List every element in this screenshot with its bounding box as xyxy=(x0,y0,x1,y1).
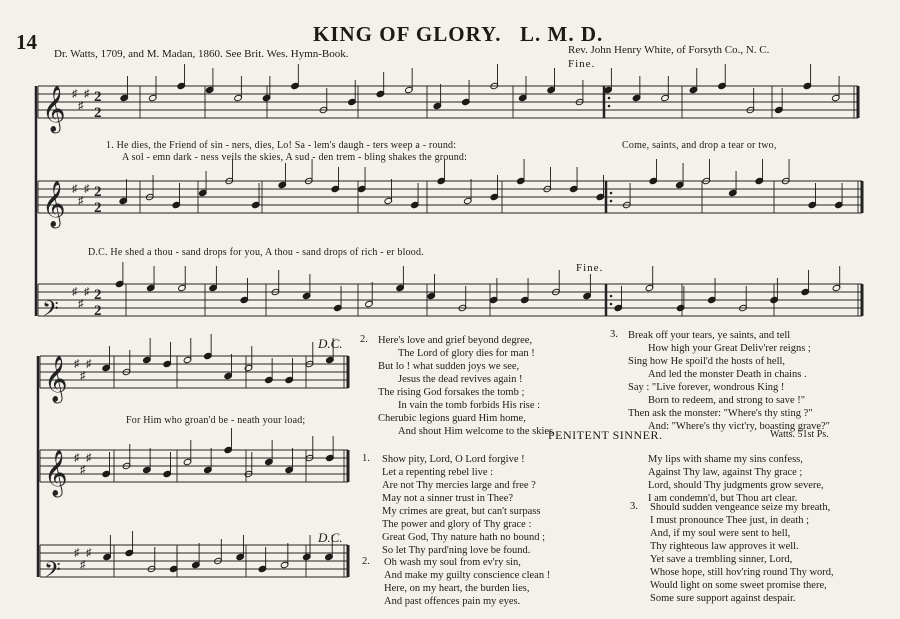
sharp-icon: ♯ xyxy=(72,183,78,195)
sharp-icon: ♯ xyxy=(86,358,92,370)
verse-line: Against Thy law, against Thy grace ; xyxy=(648,467,803,478)
dc-label-1: D.C. xyxy=(318,336,343,351)
king-verse-2 xyxy=(378,334,553,438)
verse-line: The rising God forsakes the tomb ; xyxy=(378,387,525,398)
verse-line: And, if my soul were sent to hell, xyxy=(650,528,791,539)
sharp-icon: ♯ xyxy=(84,88,90,100)
verse-line: And: "Where's thy vict'ry, boasting grave?" xyxy=(648,421,830,432)
staff xyxy=(38,284,862,316)
words-credit: Dr. Watts, 1709, and M. Madan, 1860. See Brit. Wes. Hymn-Book. xyxy=(54,48,349,60)
verse-line: Here's love and grief beyond degree, xyxy=(378,335,533,346)
verse-line: In vain the tomb forbids His rise : xyxy=(398,400,541,411)
king-verse-3-number: 3. xyxy=(610,329,618,340)
treble-clef-icon: 𝄞 xyxy=(44,356,68,402)
treble-clef-icon: 𝄞 xyxy=(44,450,68,496)
sharp-icon: ♯ xyxy=(84,286,90,298)
verse-line: Yet save a trembling sinner, Lord, xyxy=(650,554,793,565)
lyric-line-3: For Him who groan'd be - neath your load; xyxy=(126,415,306,426)
verse-line: My lips with shame my sins confess, xyxy=(648,454,803,465)
staff xyxy=(38,181,862,213)
bass-clef-icon: 𝄢 xyxy=(42,297,59,327)
king-verse-2-number: 2. xyxy=(360,334,368,345)
sharp-icon: ♯ xyxy=(72,88,78,100)
verse-line: How high your Great Deliv'rer reigns ; xyxy=(648,343,811,354)
hymn-title: KING OF GLORY. xyxy=(313,22,502,46)
verse-line: I must pronounce Thee just, in death ; xyxy=(650,515,810,526)
sharp-icon: ♯ xyxy=(78,195,84,207)
lyric-line-1: 1. He dies, the Friend of sin - ners, dies, Lo! Sa - lem's daugh - ters weep a - round: xyxy=(106,140,457,151)
verse-line: Are not Thy mercies large and free ? xyxy=(382,480,536,491)
verse-line: Then ask the monster: "Where's thy sting ?" xyxy=(628,408,813,419)
verse-line: Sing how He spoil'd the hosts of hell, xyxy=(628,356,786,367)
verse-line: The Lord of glory dies for man ! xyxy=(398,348,535,359)
lyric-line-2: A sol - emn dark - ness veils the skies, A sud - den trem - bling shakes the ground: xyxy=(122,152,468,163)
sharp-icon: ♯ xyxy=(80,559,86,571)
verse-line: Here, on my heart, the burden lies, xyxy=(384,583,530,594)
verse-line: Cherubic legions guard Him home, xyxy=(378,413,526,424)
verse-line: And make my guilty conscience clean ! xyxy=(384,570,551,581)
sharp-icon: ♯ xyxy=(74,547,80,559)
lyric-line-dc: D.C. He shed a thou - sand drops for you, A thou - sand drops of rich - er blood. xyxy=(88,247,424,258)
verse-line: Let a repenting rebel live : xyxy=(382,467,494,478)
svg-text:2: 2 xyxy=(94,89,102,105)
verse-line: And past offences pain my eyes. xyxy=(384,596,521,607)
verse-line: My crimes are great, but can't surpass xyxy=(382,506,541,517)
verse-line: And led the monster Death in chains . xyxy=(648,369,807,380)
verse-line: Born to redeem, and strong to save !" xyxy=(648,395,806,406)
penitent-verse-1-number: 1. xyxy=(362,453,370,464)
treble-clef-icon: 𝄞 xyxy=(42,181,66,227)
hymn-meter: L. M. D. xyxy=(520,22,604,46)
svg-text:2: 2 xyxy=(94,200,102,216)
sharp-icon: ♯ xyxy=(72,286,78,298)
bass-clef-icon: 𝄢 xyxy=(44,558,61,588)
verse-line: The power and glory of Thy grace : xyxy=(382,519,532,530)
staff xyxy=(38,86,858,118)
verse-line: May not a sinner trust in Thee? xyxy=(382,493,514,504)
verse-line: So let Thy pard'ning love be found. xyxy=(382,545,531,556)
sharp-icon: ♯ xyxy=(80,464,86,476)
verse-line: Whose hope, still hov'ring round Thy word, xyxy=(650,567,834,578)
sharp-icon: ♯ xyxy=(74,452,80,464)
verse-line: Say : "Live forever, wondrous King ! xyxy=(628,382,785,393)
sharp-icon: ♯ xyxy=(86,547,92,559)
sharp-icon: ♯ xyxy=(78,100,84,112)
svg-text:2: 2 xyxy=(94,303,102,319)
penitent-verse-2-number: 2. xyxy=(362,556,370,567)
verse-line: And shout Him welcome to the skies xyxy=(398,426,554,437)
verse-line: Thy righteous law approves it well. xyxy=(650,541,799,552)
sharp-icon: ♯ xyxy=(78,298,84,310)
verse-line: Jesus the dead revives again ! xyxy=(398,374,523,385)
svg-text:2: 2 xyxy=(94,287,102,303)
penitent-credit: Watts. 51st Ps. xyxy=(770,429,829,440)
verse-line: Would light on some sweet promise there, xyxy=(650,580,827,591)
verse-line: Great God, Thy nature hath no bound ; xyxy=(382,532,546,543)
penitent-verse-2-cont xyxy=(648,453,824,505)
verse-line: Oh wash my soul from ev'ry sin, xyxy=(384,557,521,568)
penitent-verse-2 xyxy=(384,556,550,608)
penitent-verse-3-number: 3. xyxy=(630,501,638,512)
music-credit: Rev. John Henry White, of Forsyth Co., N. C. xyxy=(568,44,770,56)
sharp-icon: ♯ xyxy=(80,370,86,382)
treble-clef-icon: 𝄞 xyxy=(42,86,66,132)
verse-line: Should sudden vengeance seize my breath, xyxy=(650,502,831,513)
sharp-icon: ♯ xyxy=(84,183,90,195)
fine-label-1: Fine. xyxy=(568,58,596,70)
lyric-line-1b: Come, saints, and drop a tear or two, xyxy=(622,140,777,151)
verse-line: Lord, should Thy judgments grow severe, xyxy=(648,480,824,491)
penitent-title: PENITENT SINNER. xyxy=(548,428,663,442)
dc-label-2: D.C. xyxy=(318,530,343,545)
verse-line: I am condemn'd, but Thou art clear. xyxy=(648,493,798,504)
fine-label-2: Fine. xyxy=(576,262,604,274)
king-verse-3 xyxy=(628,329,830,433)
svg-text:2: 2 xyxy=(94,184,102,200)
penitent-verse-3 xyxy=(650,501,834,605)
penitent-verse-1 xyxy=(382,453,545,557)
page-number: 14 xyxy=(16,30,37,54)
sharp-icon: ♯ xyxy=(74,358,80,370)
verse-line: Some sure support against despair. xyxy=(650,593,796,604)
verse-line: Show pity, Lord, O Lord forgive ! xyxy=(382,454,525,465)
verse-line: But lo ! what sudden joys we see, xyxy=(378,361,520,372)
svg-text:2: 2 xyxy=(94,105,102,121)
verse-line: Break off your tears, ye saints, and tell xyxy=(628,330,791,341)
sharp-icon: ♯ xyxy=(86,452,92,464)
